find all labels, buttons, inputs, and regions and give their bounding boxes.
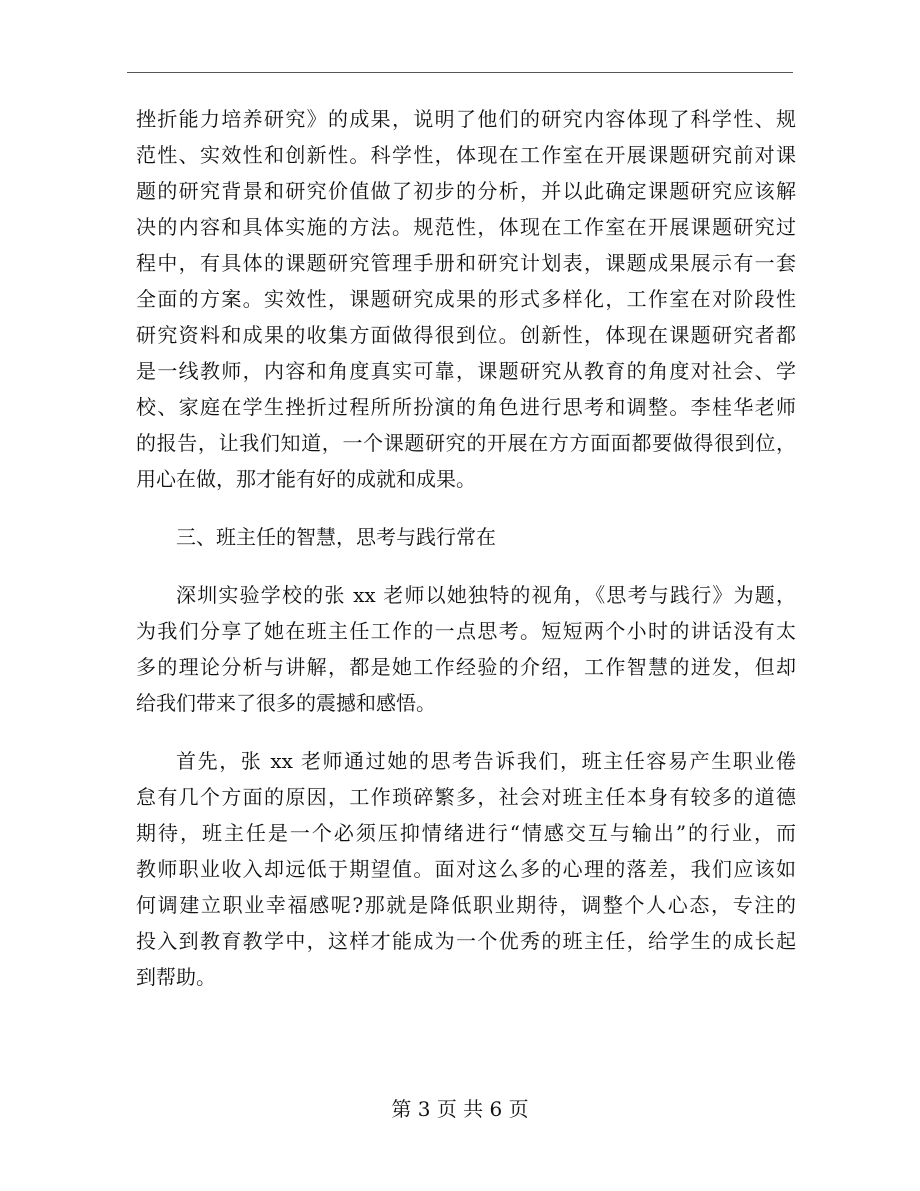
paragraph-gap [136,721,796,743]
paragraph-gap [136,497,796,519]
paragraph-line: 的报告，让我们知道，一个课题研究的开展在方方面面都要做得很到位， [136,431,796,455]
paragraph-2 [136,577,796,721]
paragraph-line: 多的理论分析与讲解，都是她工作经验的介绍，工作智慧的迸发，但却 [136,655,796,679]
paragraph-1 [136,101,796,497]
paragraph-line: 挫折能力培养研究》的成果，说明了他们的研究内容体现了科学性、规 [136,107,796,131]
paragraph-line: 何调建立职业幸福感呢?那就是降低职业期待，调整个人心态，专注的 [136,893,796,917]
paragraph-line: 给我们带来了很多的震撼和感悟。 [136,691,436,715]
paragraph-line: 用心在做，那才能有好的成就和成果。 [136,467,476,491]
paragraph-line: 题的研究背景和研究价值做了初步的分析，并以此确定课题研究应该解 [136,179,796,203]
paragraph-line: 决的内容和具体实施的方法。规范性，体现在工作室在开展课题研究过 [136,215,796,239]
paragraph-line: 校、家庭在学生挫折过程所所扮演的角色进行思考和调整。李桂华老师 [136,395,796,419]
paragraph-line: 研究资料和成果的收集方面做得很到位。创新性，体现在课题研究者都 [136,323,796,347]
paragraph-line: 首先，张 xx 老师通过她的思考告诉我们，班主任容易产生职业倦 [176,749,796,773]
paragraph-line: 投入到教育教学中，这样才能成为一个优秀的班主任，给学生的成长起 [136,929,796,953]
paragraph-line: 程中，有具体的课题研究管理手册和研究计划表，课题成果展示有一套 [136,251,796,275]
paragraph-line: 为我们分享了她在班主任工作的一点思考。短短两个小时的讲话没有太 [136,619,796,643]
paragraph-line: 怠有几个方面的原因，工作琐碎繁多，社会对班主任本身有较多的道德 [136,785,796,809]
page-content [136,101,796,995]
header-rule [127,72,793,73]
paragraph-line: 范性、实效性和创新性。科学性，体现在工作室在开展课题研究前对课 [136,143,796,167]
paragraph-line: 期待，班主任是一个必须压抑情绪进行“情感交互与输出”的行业，而 [136,821,796,845]
paragraph-line: 全面的方案。实效性，课题研究成果的形式多样化，工作室在对阶段性 [136,287,796,311]
paragraph-line: 到帮助。 [136,965,216,989]
paragraph-line: 深圳实验学校的张 xx 老师以她独特的视角，《思考与践行》为题， [176,583,796,607]
paragraph-line: 教师职业收入却远低于期望值。面对这么多的心理的落差，我们应该如 [136,857,796,881]
paragraph-gap [136,555,796,577]
page-number: 第 3 页 共 6 页 [391,1097,529,1121]
paragraph-3 [136,743,796,995]
section-heading: 三、班主任的智慧，思考与践行常在 [176,525,496,549]
paragraph-line: 是一线教师，内容和角度真实可靠，课题研究从教育的角度对社会、学 [136,359,796,383]
